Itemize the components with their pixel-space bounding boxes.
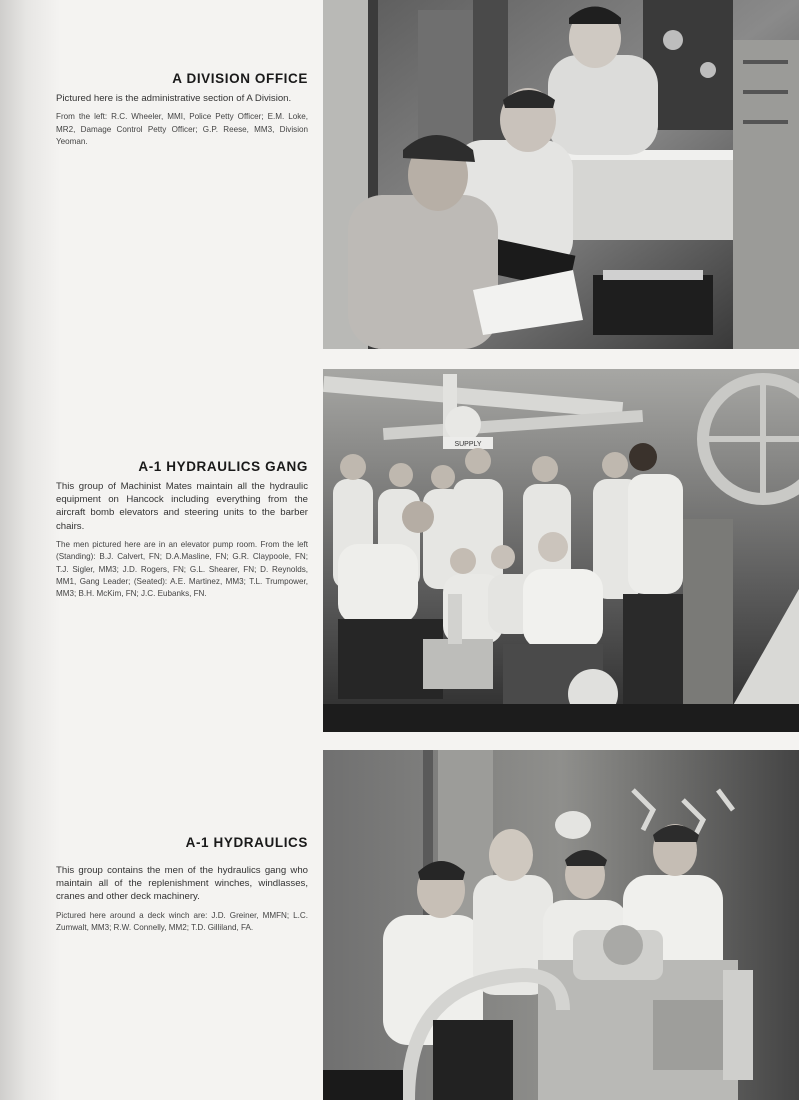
section-caption: Pictured here around a deck winch are: J.D. Greiner, MMFN; L.C. Zumwalt, MM3; R.W. Connelly, MM2; T.D. Gilliland, FA. [56, 910, 308, 933]
photo-hydraulics-winch [323, 750, 799, 1100]
photo-division-office-art [323, 0, 799, 349]
photo-hydraulics-gang-art [323, 369, 799, 732]
pipe-label-text: SUPPLY [454, 441, 482, 448]
section-hydraulics [56, 835, 308, 934]
section-body: Pictured here is the administrative section of A Division. [56, 93, 292, 104]
photo-division-office [323, 0, 799, 349]
section-heading: A-1 HYDRAULICS GANG [138, 459, 308, 474]
section-heading: A-1 HYDRAULICS [185, 835, 308, 850]
section-body: This group of Machinist Mates maintain all the hydraulic equipment on Hancock including everything from the aircraft bomb elevators and steering units to the barber chairs. [56, 481, 308, 532]
section-heading: A DIVISION OFFICE [172, 71, 308, 86]
section-body: This group contains the men of the hydraulics gang who maintain all of the replenishment winches, windlasses, cranes and other deck machinery. [56, 865, 308, 903]
section-hydraulics-gang [56, 459, 308, 601]
page-gutter-shadow [0, 0, 60, 1100]
section-caption: The men pictured here are in an elevator pump room. From the left (Standing): B.J. Calvert, FN; D.A.Masline, FN; G.R. Claypoole, FN; T.J. Sigler, MM3; J.D. Rogers, FN; G.L. Shearer, FN; D. Reynolds, MM1, Gang Leader; (Seated): A.E. Martinez, MM3; T.L. Trumpower, MM3; B.H. McKim, FN; J.C. Eubanks, FN. [56, 539, 308, 599]
photo-hydraulics-winch-art [323, 750, 799, 1100]
photo-hydraulics-gang [323, 369, 799, 732]
section-caption: From the left: R.C. Wheeler, MMI, Police Petty Officer; E.M. Loke, MR2, Damage Control Petty Officer; G.P. Reese, MM3, Division Yeoman. [56, 112, 308, 147]
section-division-office [56, 71, 308, 148]
